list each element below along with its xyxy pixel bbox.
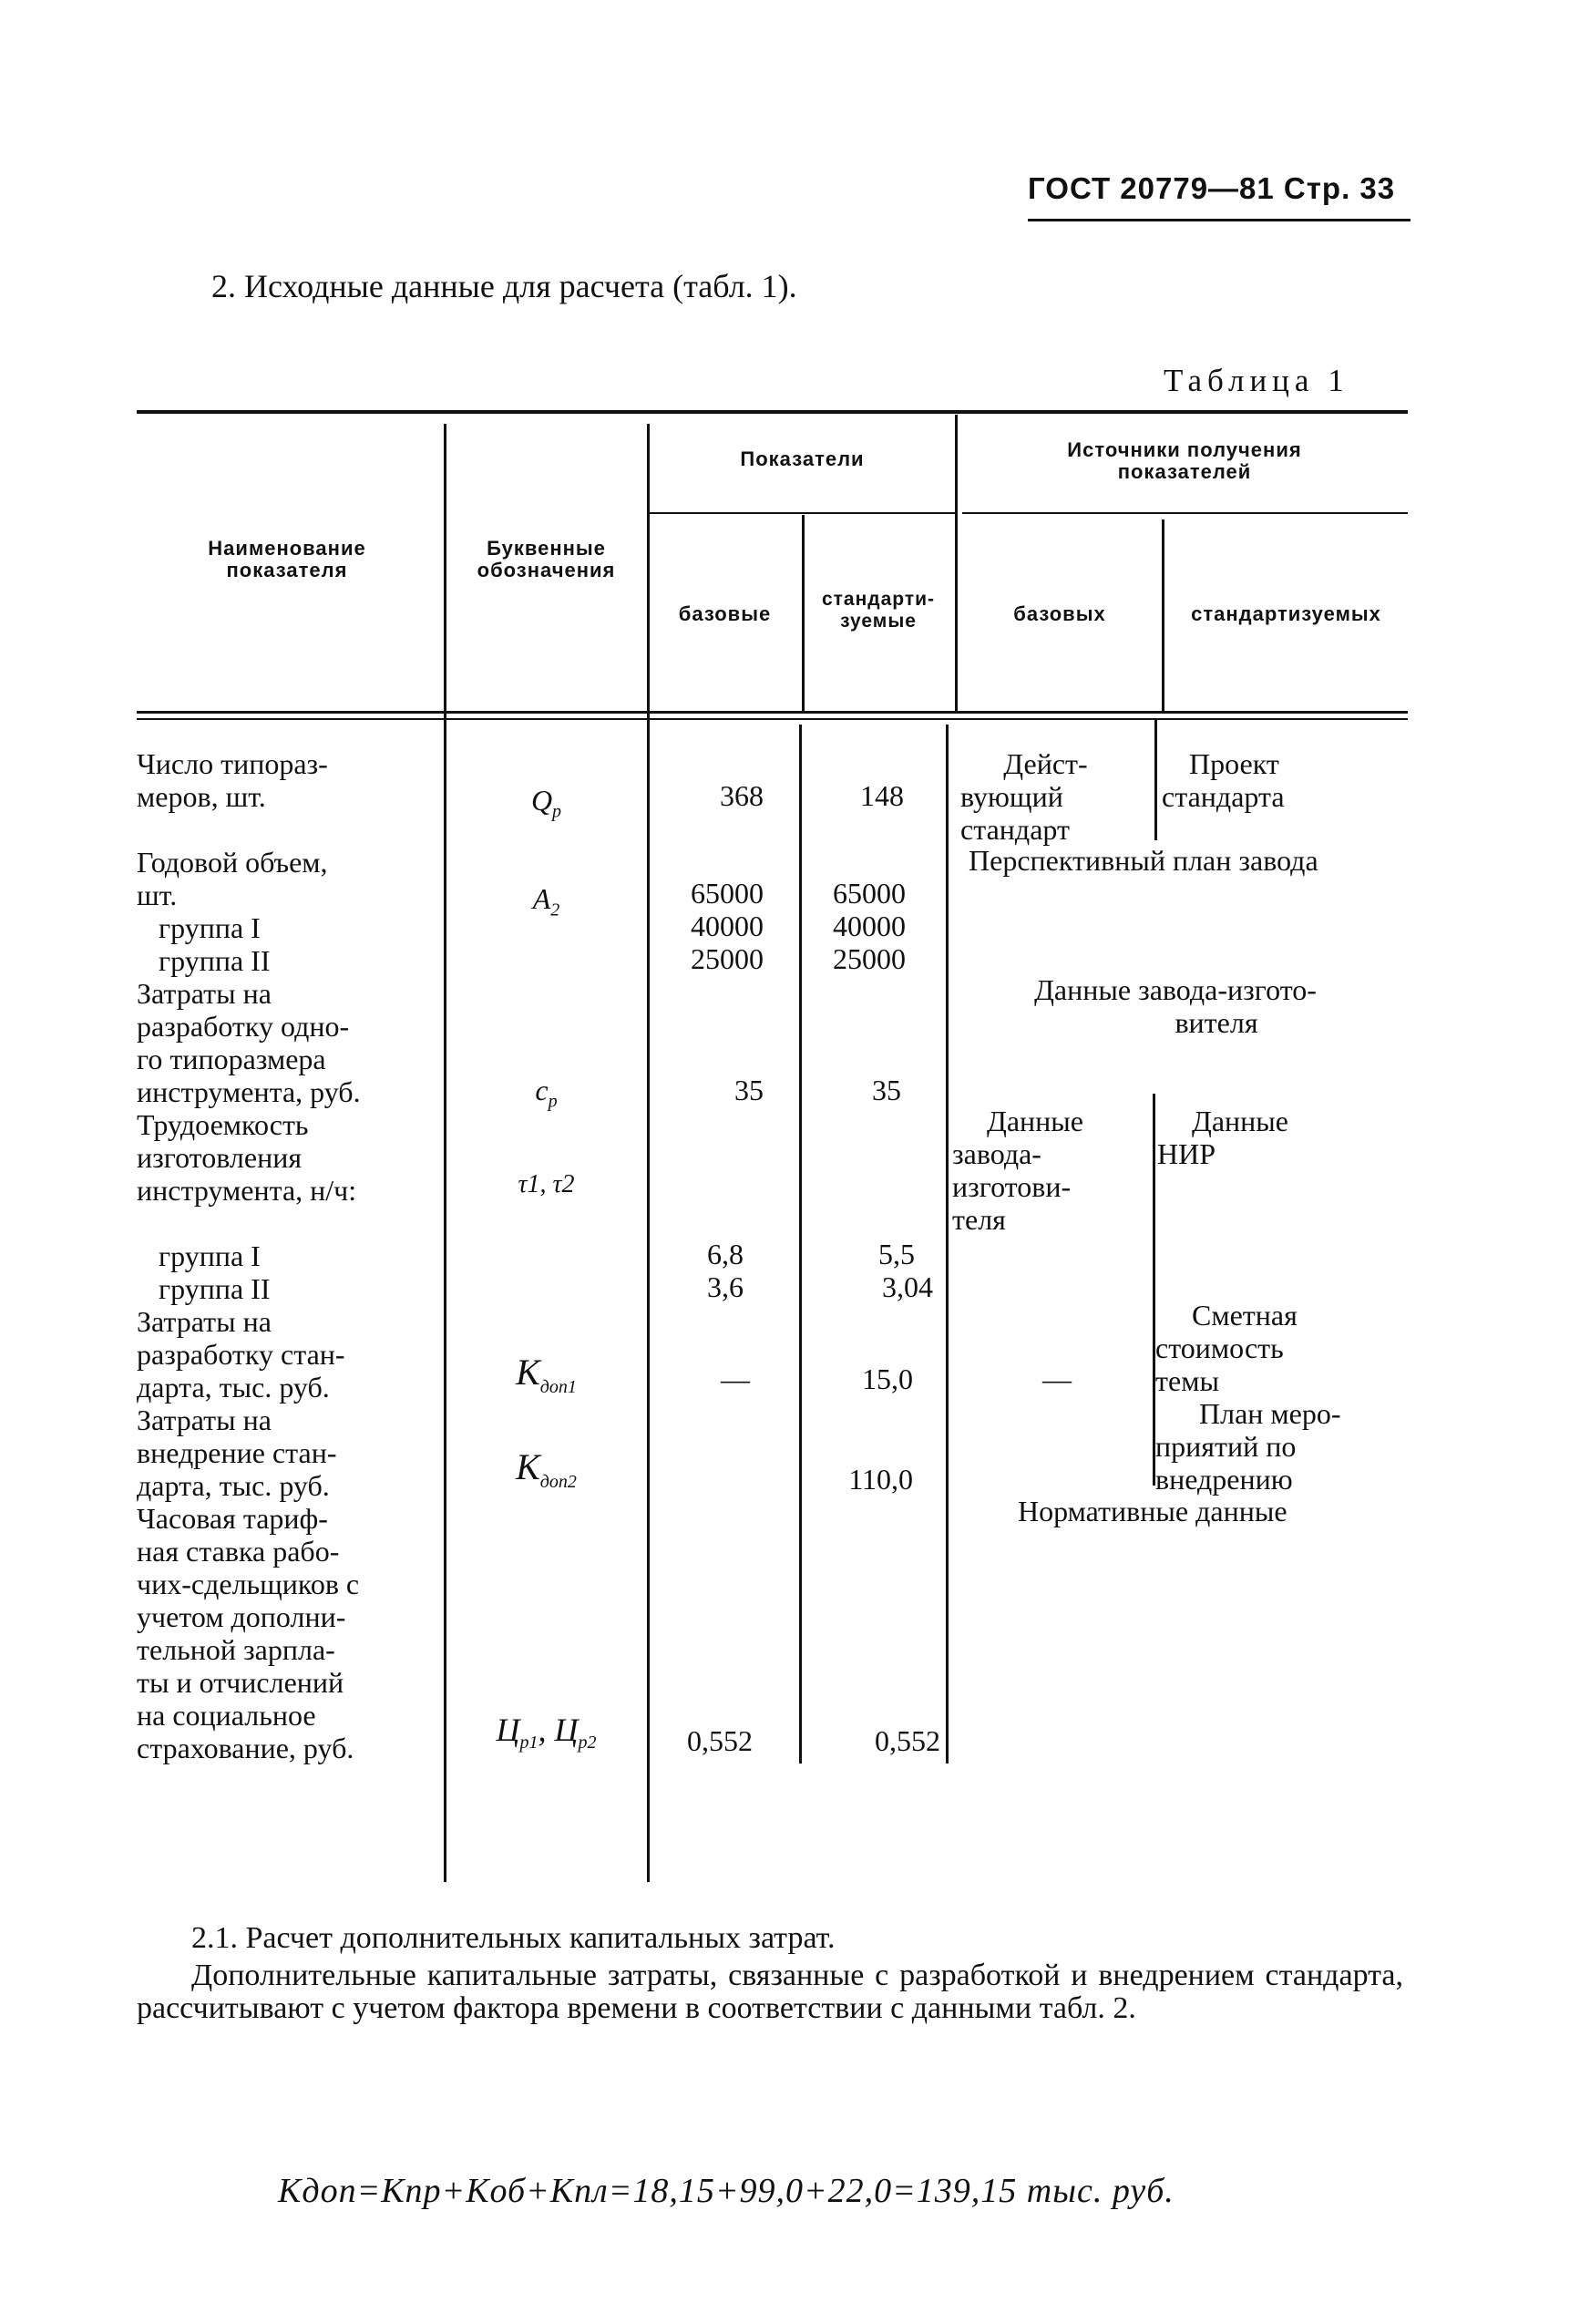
indicator-name-line: меров, шт. [137,780,266,813]
symbol-k1: $K_{доп1}$ [516,1352,577,1397]
symbol-qp: $Q_р$ [530,784,562,822]
indicator-name-line [137,1207,446,1239]
indicator-name-line: Затраты на [137,1305,272,1338]
th-sources: Источники получения показателей [1067,438,1302,483]
col-rule-5a [1154,720,1157,840]
indicator-name-line: дарта, тыс. руб. [137,1469,330,1502]
src-4-std: Данные НИР [1157,1105,1288,1170]
std-t2: 3,04 [882,1270,933,1303]
std-cp: 35 [872,1074,901,1106]
symbol-a2: $A_2$ [532,882,560,920]
base-c: 0,552 [687,1724,753,1757]
std-k2: 110,0 [848,1463,913,1496]
indicator-name-line: Затраты на [137,1404,272,1436]
formula: Kдоп=Kпр+Kоб+Kпл=18,15+99,0+22,0=139,15 тыс. руб. [278,2172,1175,2210]
std-t1: 5,5 [878,1238,915,1270]
indicator-name-line: учетом дополни- [137,1600,346,1633]
indicator-name-line: разработку одно- [137,1010,350,1043]
symbol-c12: $Ц_{р1}$, $Ц_{р2}$ [496,1712,597,1753]
th-indicators-base: базовые [678,602,772,625]
indicator-name-line: Число типораз- [137,747,328,780]
indicator-name-line: инструмента, н/ч: [137,1174,357,1207]
indicator-name-line: на социальное [137,1699,316,1732]
indicator-name-line: изготовления [137,1141,303,1174]
std-k1: 15,0 [862,1363,913,1395]
indicators-subheader-rule [650,512,956,514]
src-2: Перспективный план завода [969,844,1318,877]
table-top-rule [137,410,1408,414]
base-cp: 35 [734,1074,764,1106]
src-6-std: План меро- приятий по внедрению [1155,1397,1341,1496]
src-1-std: Проект стандарта [1162,747,1285,813]
base-qp: 368 [720,779,764,812]
src-7: Нормативные данные [1018,1495,1287,1527]
src-1-base: Дейст- вующий стандарт [960,747,1088,846]
indicator-name-line: группа I [137,911,261,944]
indicator-name-line: Часовая тариф- [137,1502,328,1535]
th-indicators: Показатели [740,447,865,470]
th-name: Наименование показателя [208,537,366,581]
base-g1: 40000 [691,910,764,942]
indicator-name-line: разработку стан- [137,1338,345,1371]
col-rule-4 [955,415,958,711]
th-symbols: Буквенные обозначения [477,537,616,581]
indicator-name-line: группа II [137,1272,271,1305]
header-rule [1028,219,1410,221]
indicator-name-line: инструмента, руб. [137,1075,361,1108]
indicator-name-line: внедрение стан- [137,1436,337,1469]
src-4-base: Данные завода- изготови- теля [952,1105,1083,1236]
sources-subheader-rule [962,512,1408,514]
base-g2: 25000 [691,942,764,975]
col-rule-3b [799,725,802,1764]
indicator-name-line: дарта, тыс. руб. [137,1371,330,1404]
header-bottom-rule-2 [137,718,1408,720]
base-t1: 6,8 [707,1238,744,1270]
indicator-name-line: Годовой объем, [137,846,328,879]
src-5-base: — [1042,1363,1072,1395]
indicator-name-line: страхование, руб. [137,1732,354,1764]
symbol-cp: $c_р$ [535,1074,558,1112]
th-sources-base: базовых [1013,602,1106,625]
indicator-name-line: тельной зарпла- [137,1633,335,1666]
indicator-name-line: группа II [137,944,271,977]
indicator-name-line: го типоразмера [137,1043,326,1075]
indicator-name-line: Трудоемкость [137,1108,309,1141]
std-qp: 148 [860,779,904,812]
indicator-name-line: Затраты на [137,977,272,1010]
indicator-name-line: ты и отчислений [137,1666,344,1699]
th-indicators-std: стандарти-зуемые [821,589,936,632]
indicator-name-line: чих-сдельщиков с [137,1568,360,1600]
std-g1: 40000 [833,910,906,942]
symbol-k2: $K_{доп2}$ [516,1446,577,1492]
header-bottom-rule [137,711,1408,714]
indicator-name-line: шт. [137,879,178,911]
th-sources-std: стандартизуемых [1191,602,1381,625]
indicator-name-line: группа I [137,1239,261,1272]
col-rule-2 [647,424,650,1882]
src-3: Данные завода-изгото- вителя [1034,973,1317,1039]
std-c: 0,552 [875,1724,940,1757]
std-a2: 65000 [833,877,906,910]
table-caption: Таблица 1 [1164,363,1349,398]
indicator-name-line [137,813,446,846]
indicator-names [137,747,446,1764]
base-k1: — [721,1363,750,1395]
indicator-name-line: ная ставка рабо- [137,1535,340,1568]
base-t2: 3,6 [707,1270,744,1303]
section-title: 2.1. Расчет дополнительных капитальных затрат. [191,1921,836,1955]
col-rule-4b [946,725,949,1764]
base-a2: 65000 [691,877,764,910]
src-5-std: Сметная стоимость темы [1155,1299,1298,1397]
col-rule-3 [802,515,805,711]
symbol-tau: τ1, τ2 [518,1170,575,1198]
intro-text: 2. Исходные данные для расчета (табл. 1). [211,268,797,304]
section-paragraph: Дополнительные капитальные затраты, связанные с разработкой и внедрением стандарта, рассчитывают с учетом фактора времени в соответствии с данными табл. 2. [137,1959,1403,2025]
page-header: ГОСТ 20779—81 Стр. 33 [1028,171,1396,205]
std-g2: 25000 [833,942,906,975]
